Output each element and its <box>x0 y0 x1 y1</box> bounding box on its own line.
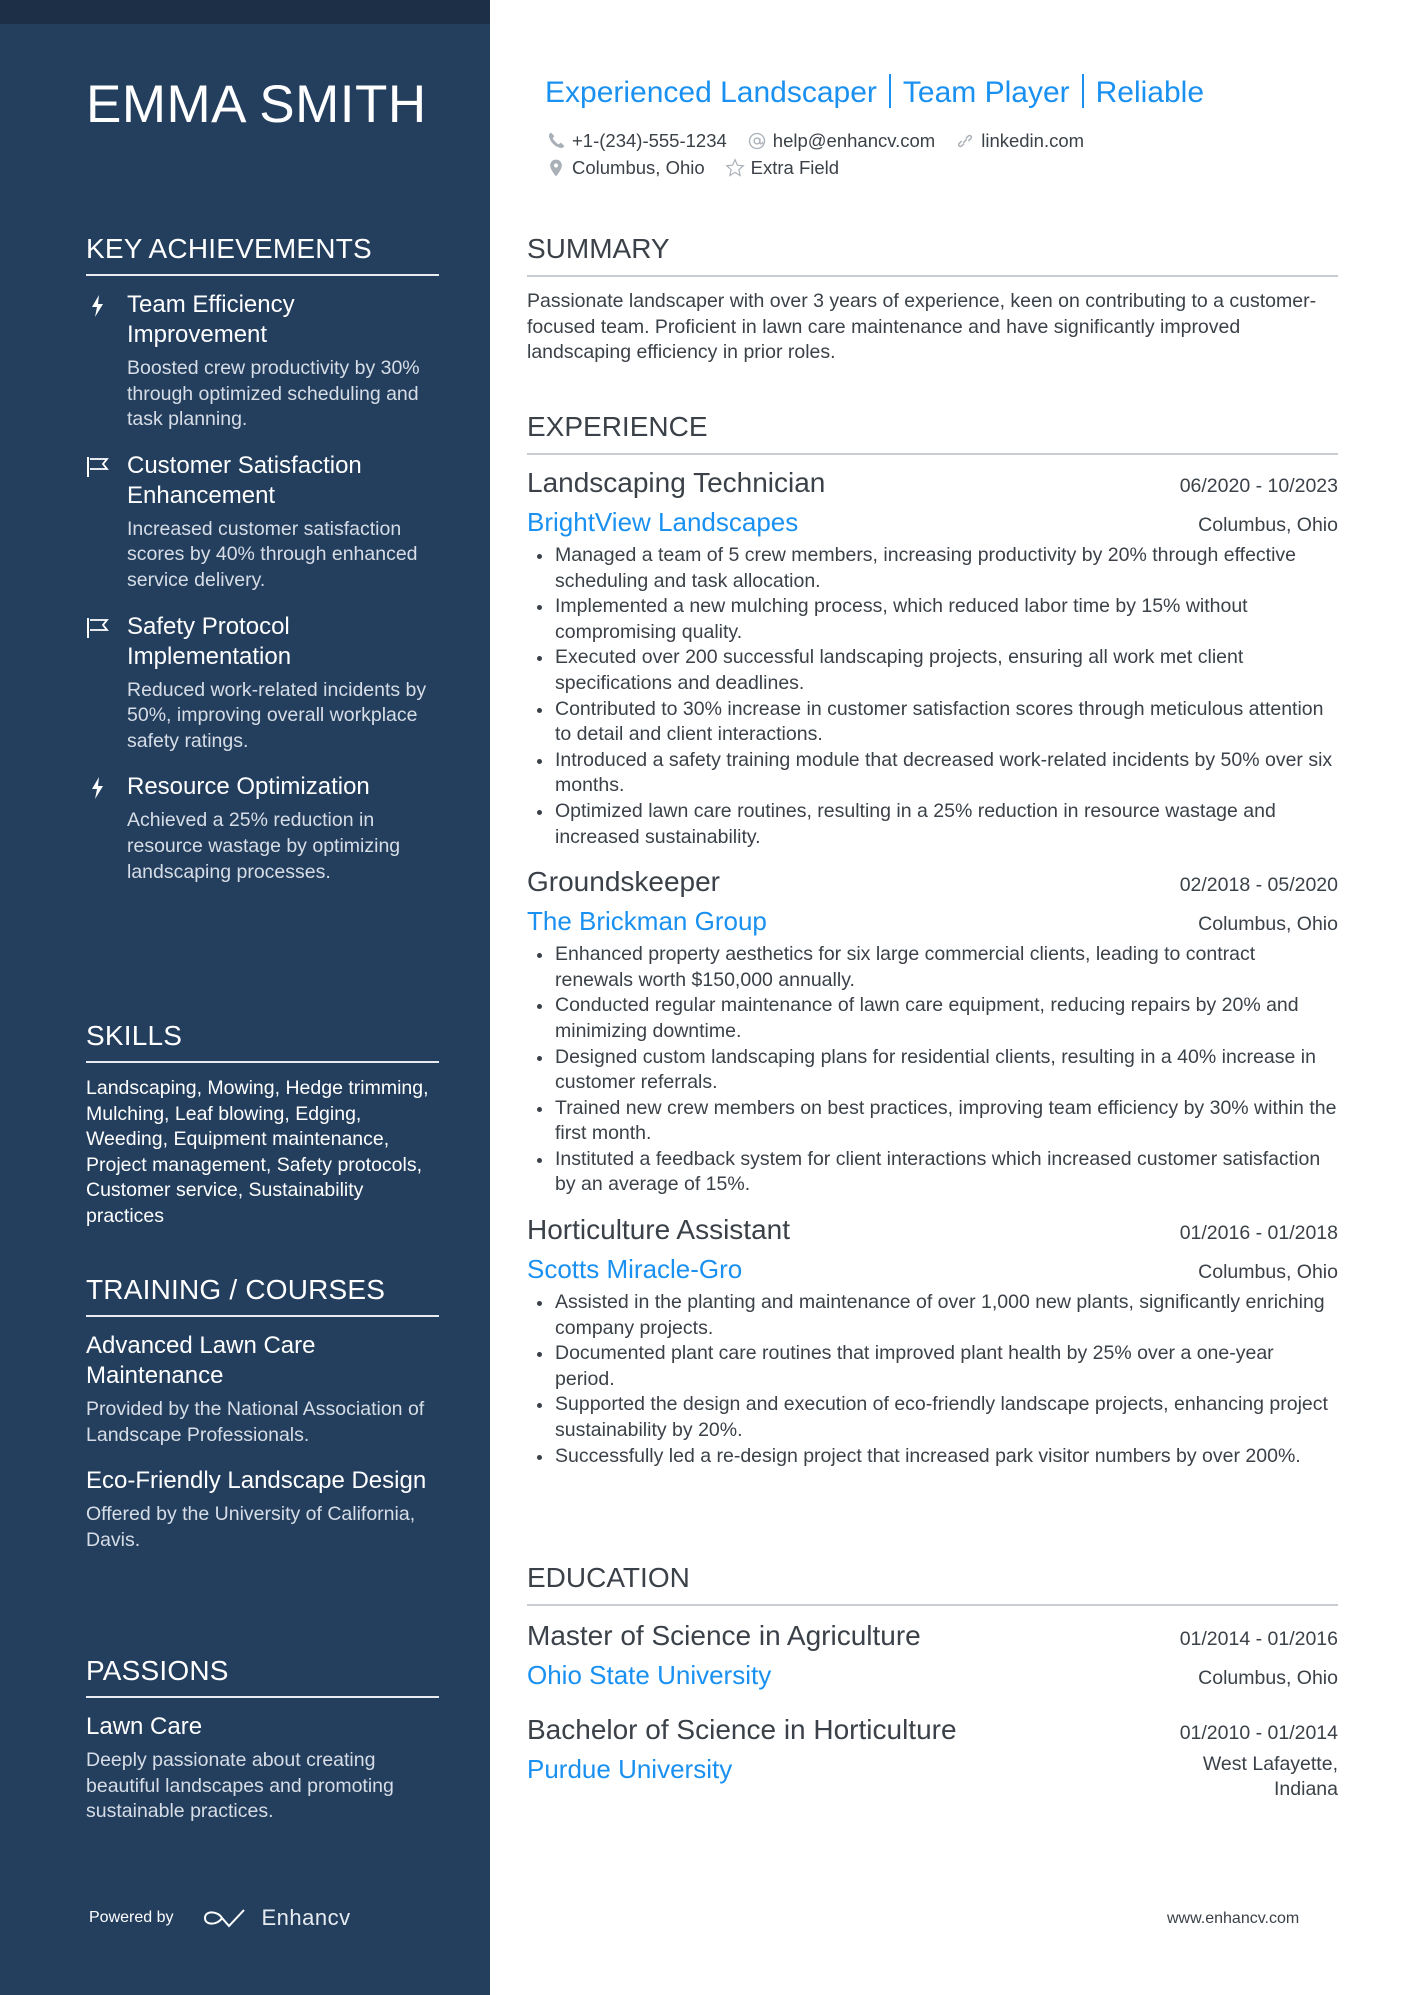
bullet-item: Trained new crew members on best practices, improving team efficiency by 30% within the first month. <box>527 1096 1338 1147</box>
bullet-item: Managed a team of 5 crew members, increasing productivity by 20% through effective scheduling and task allocation. <box>527 543 1338 594</box>
passion-desc: Deeply passionate about creating beautiful landscapes and promoting sustainable practices. <box>86 1749 394 1823</box>
contact-email[interactable] <box>747 130 935 152</box>
passion-title: Lawn Care <box>86 1713 203 1740</box>
education-dates: 01/2014 - 01/2016 <box>1179 1628 1338 1650</box>
contact-linkedin[interactable] <box>955 130 1084 152</box>
summary-text: Passionate landscaper with over 3 years of experience, keen on contributing to a customer-focused team. Proficient in lawn care maintenance and have significantly improved landscaping efficiency in prior roles. <box>527 290 1317 364</box>
bullet-item: Conducted regular maintenance of lawn care equipment, reducing repairs by 20% and minimizing downtime. <box>527 993 1338 1044</box>
education-location: Columbus, Ohio <box>1198 1667 1338 1689</box>
bullet-item: Supported the design and execution of eco-friendly landscape projects, enhancing project sustainability by 20%. <box>527 1392 1338 1443</box>
contact-location <box>546 157 705 179</box>
summary-section <box>527 233 1338 366</box>
company-name: Scotts Miracle-Gro <box>527 1254 743 1285</box>
bullet-item: Instituted a feedback system for client interactions which increased customer satisfaction by an average of 15%. <box>527 1147 1338 1198</box>
company-name: The Brickman Group <box>527 906 767 937</box>
achievements-heading: KEY ACHIEVEMENTS <box>86 233 439 276</box>
powered-by-label: Powered by <box>89 1909 174 1926</box>
skills-list: Landscaping, Mowing, Hedge trimming, Mulching, Leaf blowing, Edging, Weeding, Equipment maintenance, Project management, Safety protocols, Customer service, Sustainability practices <box>86 1077 429 1227</box>
education-heading: EDUCATION <box>527 1562 1338 1606</box>
achievement-title: Customer Satisfaction Enhancement <box>127 451 362 509</box>
at-icon <box>747 131 767 151</box>
skills-heading: SKILLS <box>86 1020 439 1063</box>
experience-entry <box>527 1212 1338 1469</box>
bullet-item: Introduced a safety training module that decreased work-related incidents by 50% over six months. <box>527 748 1338 799</box>
bullet-item: Optimized lawn care routines, resulting in a 25% reduction in resource wastage and increased sustainability. <box>527 799 1338 850</box>
job-title: Groundskeeper <box>527 866 721 898</box>
achievement-desc: Increased customer satisfaction scores by 40% through enhanced service delivery. <box>127 517 418 591</box>
link-icon <box>955 131 975 151</box>
education-entry <box>527 1712 1338 1802</box>
bullet-item: Successfully led a re-design project that increased park visitor numbers by over 200%. <box>527 1444 1338 1470</box>
location-pin-icon <box>546 158 566 178</box>
degree: Master of Science in Agriculture <box>527 1620 921 1651</box>
tagline-item: Team Player <box>902 76 1070 109</box>
summary-heading: SUMMARY <box>527 233 1338 277</box>
degree: Bachelor of Science in Horticulture <box>527 1714 957 1745</box>
footer-url[interactable]: www.enhancv.com <box>1167 1910 1300 1927</box>
school-name: Ohio State University <box>527 1660 772 1690</box>
job-title: Landscaping Technician <box>527 467 826 498</box>
star-icon <box>725 158 745 178</box>
achievement-desc: Boosted crew productivity by 30% through optimized scheduling and task planning. <box>127 357 420 431</box>
tagline-item: Reliable <box>1095 76 1205 109</box>
achievement-title: Safety Protocol Implementation <box>127 612 292 670</box>
course-item <box>86 1331 439 1448</box>
school-name: Purdue University <box>527 1754 733 1784</box>
bullet-item: Implemented a new mulching process, which reduced labor time by 15% without compromising quality. <box>527 594 1338 645</box>
flag-icon <box>86 455 110 479</box>
job-dates: 01/2016 - 01/2018 <box>1179 1222 1338 1245</box>
achievement-item <box>86 772 439 885</box>
education-location: West Lafayette, Indiana <box>1202 1753 1338 1800</box>
job-location: Columbus, Ohio <box>1198 913 1338 936</box>
course-title: Eco-Friendly Landscape Design <box>86 1467 427 1495</box>
education-dates: 01/2010 - 01/2014 <box>1179 1722 1338 1744</box>
contact-row <box>546 154 1326 181</box>
passions-heading: PASSIONS <box>86 1655 439 1698</box>
contact-text: Extra Field <box>750 156 840 178</box>
achievement-item <box>86 451 439 594</box>
tagline <box>545 74 1204 110</box>
achievements-section <box>86 233 439 885</box>
skills-section <box>86 1020 439 1230</box>
contact-text: linkedin.com <box>981 129 1085 151</box>
education-entry <box>527 1618 1338 1692</box>
company-name: BrightView Landscapes <box>527 507 799 537</box>
bullet-item: Contributed to 30% increase in customer satisfaction scores through meticulous attention to detail and client interactions. <box>527 697 1338 748</box>
course-title: Advanced Lawn Care Maintenance <box>86 1332 316 1389</box>
tagline-separator <box>1082 74 1084 108</box>
job-location: Columbus, Ohio <box>1198 1261 1338 1284</box>
job-dates: 02/2018 - 05/2020 <box>1179 874 1338 897</box>
powered-by-brand: Enhancv <box>261 1905 351 1930</box>
bullet-item: Assisted in the planting and maintenance of over 1,000 new plants, significantly enriching company projects. <box>527 1290 1338 1341</box>
lightning-icon <box>86 776 110 800</box>
contact-text: Columbus, Ohio <box>572 156 705 178</box>
powered-by[interactable] <box>89 1905 351 1931</box>
job-bullets <box>527 543 1338 850</box>
training-heading: TRAINING / COURSES <box>86 1274 439 1317</box>
contact-text: help@enhancv.com <box>772 129 936 151</box>
experience-entry <box>527 465 1338 850</box>
achievement-item <box>86 290 439 433</box>
education-section <box>527 1562 1338 1802</box>
course-desc: Offered by the University of California, Davis. <box>86 1503 416 1551</box>
job-dates: 06/2020 - 10/2023 <box>1179 475 1338 497</box>
candidate-name: EMMA SMITH <box>86 75 427 134</box>
experience-section <box>527 411 1338 1469</box>
achievement-title: Team Efficiency Improvement <box>127 291 295 348</box>
flag-icon <box>86 616 110 640</box>
experience-heading: EXPERIENCE <box>527 411 1338 455</box>
contact-text: +1-(234)-555-1234 <box>572 129 727 151</box>
sidebar <box>0 0 490 1995</box>
course-item <box>86 1466 439 1553</box>
passion-item <box>86 1712 439 1825</box>
bullet-item: Enhanced property aesthetics for six large commercial clients, leading to contract renewals worth $150,000 annually. <box>527 942 1338 993</box>
bullet-item: Designed custom landscaping plans for residential clients, resulting in a 40% increase in customer referrals. <box>527 1045 1338 1096</box>
job-bullets <box>527 942 1338 1198</box>
achievement-title: Resource Optimization <box>127 773 370 801</box>
bullet-item: Executed over 200 successful landscaping projects, ensuring all work met client specifications and deadlines. <box>527 645 1338 696</box>
achievement-desc: Reduced work-related incidents by 50%, improving overall workplace safety ratings. <box>127 678 427 752</box>
experience-entry <box>527 864 1338 1198</box>
tagline-item: Experienced Landscaper <box>545 76 877 109</box>
achievement-desc: Achieved a 25% reduction in resource wastage by optimizing landscaping processes. <box>127 809 401 883</box>
contact-info <box>546 127 1326 181</box>
training-section <box>86 1274 439 1553</box>
contact-extra <box>725 157 839 179</box>
lightning-icon <box>86 294 110 318</box>
phone-icon <box>546 131 566 151</box>
contact-row <box>546 127 1326 154</box>
achievement-item <box>86 612 439 755</box>
passions-section <box>86 1655 439 1825</box>
job-bullets <box>527 1290 1338 1469</box>
job-location: Columbus, Ohio <box>1198 514 1338 536</box>
sidebar-top-band <box>0 0 490 24</box>
bullet-item: Documented plant care routines that improved plant health by 25% over a one-year period. <box>527 1341 1338 1392</box>
course-desc: Provided by the National Association of Landscape Professionals. <box>86 1398 425 1446</box>
job-title: Horticulture Assistant <box>527 1214 790 1246</box>
tagline-separator <box>889 74 891 108</box>
contact-phone[interactable] <box>546 130 727 152</box>
enhancv-logo-icon <box>202 1906 248 1930</box>
